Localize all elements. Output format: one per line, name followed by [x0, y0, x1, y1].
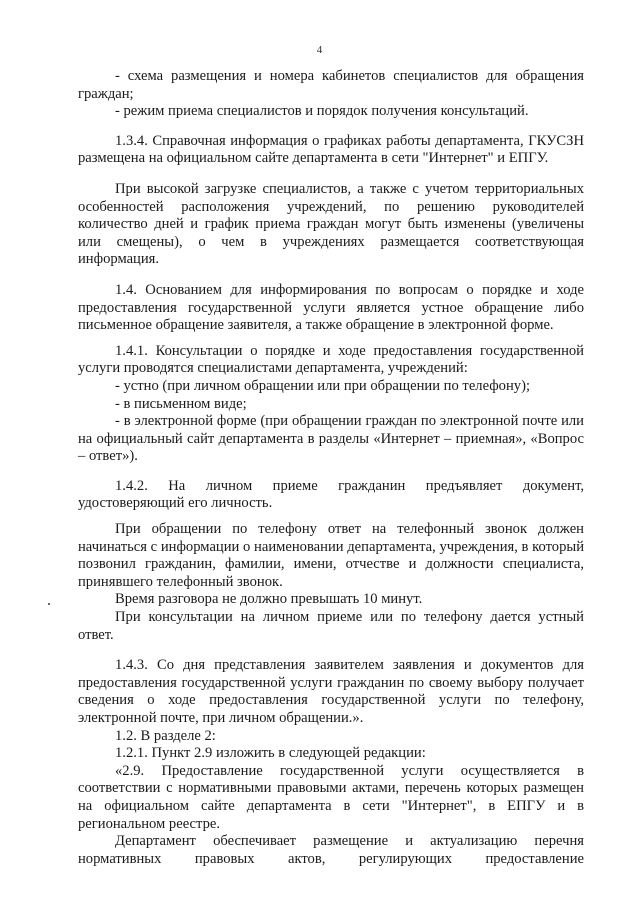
- paragraph-6: 1.4.1. Консультации о порядке и ходе предоставления государственной услуги проводятся специалистами департамента, учреждений:: [78, 342, 584, 377]
- paragraph-10: 1.4.2. На личном приеме гражданин предъявляет документ, удостоверяющий его личность.: [78, 477, 584, 512]
- paragraph-9: - в электронной форме (при обращении граждан по электронной почте или на официальный сайт департамента в разделы «Интернет – приемная», «Вопрос – ответ»).: [78, 413, 584, 465]
- paragraph-7: - устно (при личном обращении или при обращении по телефону);: [115, 377, 531, 394]
- paragraph-5: 1.4. Основанием для информирования по вопросам о порядке и ходе предоставления государственной услуги является устное обращение либо письменное обращение заявителя, а также обращение в электронной форме.: [78, 281, 584, 334]
- paragraph-16: 1.2.1. Пункт 2.9 изложить в следующей редакции:: [115, 745, 426, 762]
- paragraph-18: Департамент обеспечивает размещение и актуализацию перечня нормативных правовых актов, регулирующих предоставление: [78, 833, 584, 867]
- paragraph-17: «2.9. Предоставление государственной услуги осуществляется в соответствии с нормативными правовыми актами, перечень которых размещен на официальном сайте департамента в сети "Интернет", в ЕПГУ и в региональном реестре.: [78, 762, 584, 832]
- paragraph-14: 1.4.3. Со дня представления заявителем заявления и документов для предоставления государственной услуги гражданин по своему выбору получает сведения о ходе предоставления государственной услуги по телефону, электронной почте, при личном обращении.».: [78, 657, 584, 726]
- page-number: 4: [316, 44, 323, 56]
- document-body: [78, 68, 584, 868]
- paragraph-15: 1.2. В разделе 2:: [115, 727, 216, 744]
- paragraph-13: При консультации на личном приеме или по телефону дается устный ответ.: [78, 609, 584, 643]
- paragraph-2: - режим приема специалистов и порядок получения консультаций.: [115, 103, 529, 120]
- paragraph-1: - схема размещения и номера кабинетов специалистов для обращения граждан;: [78, 68, 584, 102]
- paragraph-3: 1.3.4. Справочная информация о графиках работы департамента, ГКУСЗН размещена на официальном сайте департамента в сети "Интернет" и ЕПГУ.: [78, 132, 584, 167]
- paragraph-8: - в письменном виде;: [115, 395, 247, 412]
- paragraph-11: При обращении по телефону ответ на телефонный звонок должен начинаться с информации о наименовании департамента, учреждения, в который позвонил гражданин, фамилии, имени, отчестве и должности специалиста, принявшего телефонный звонок.: [78, 521, 584, 590]
- paragraph-4: При высокой загрузке специалистов, а также с учетом территориальных особенностей расположения учреждений, по решению руководителей количество дней и график приема граждан могут быть изменены (увеличены или смещены), о чем в учреждениях размещается соответствующая информация.: [78, 180, 584, 268]
- scan-speck: [48, 603, 50, 605]
- paragraph-12: Время разговора не должно превышать 10 минут.: [115, 591, 423, 608]
